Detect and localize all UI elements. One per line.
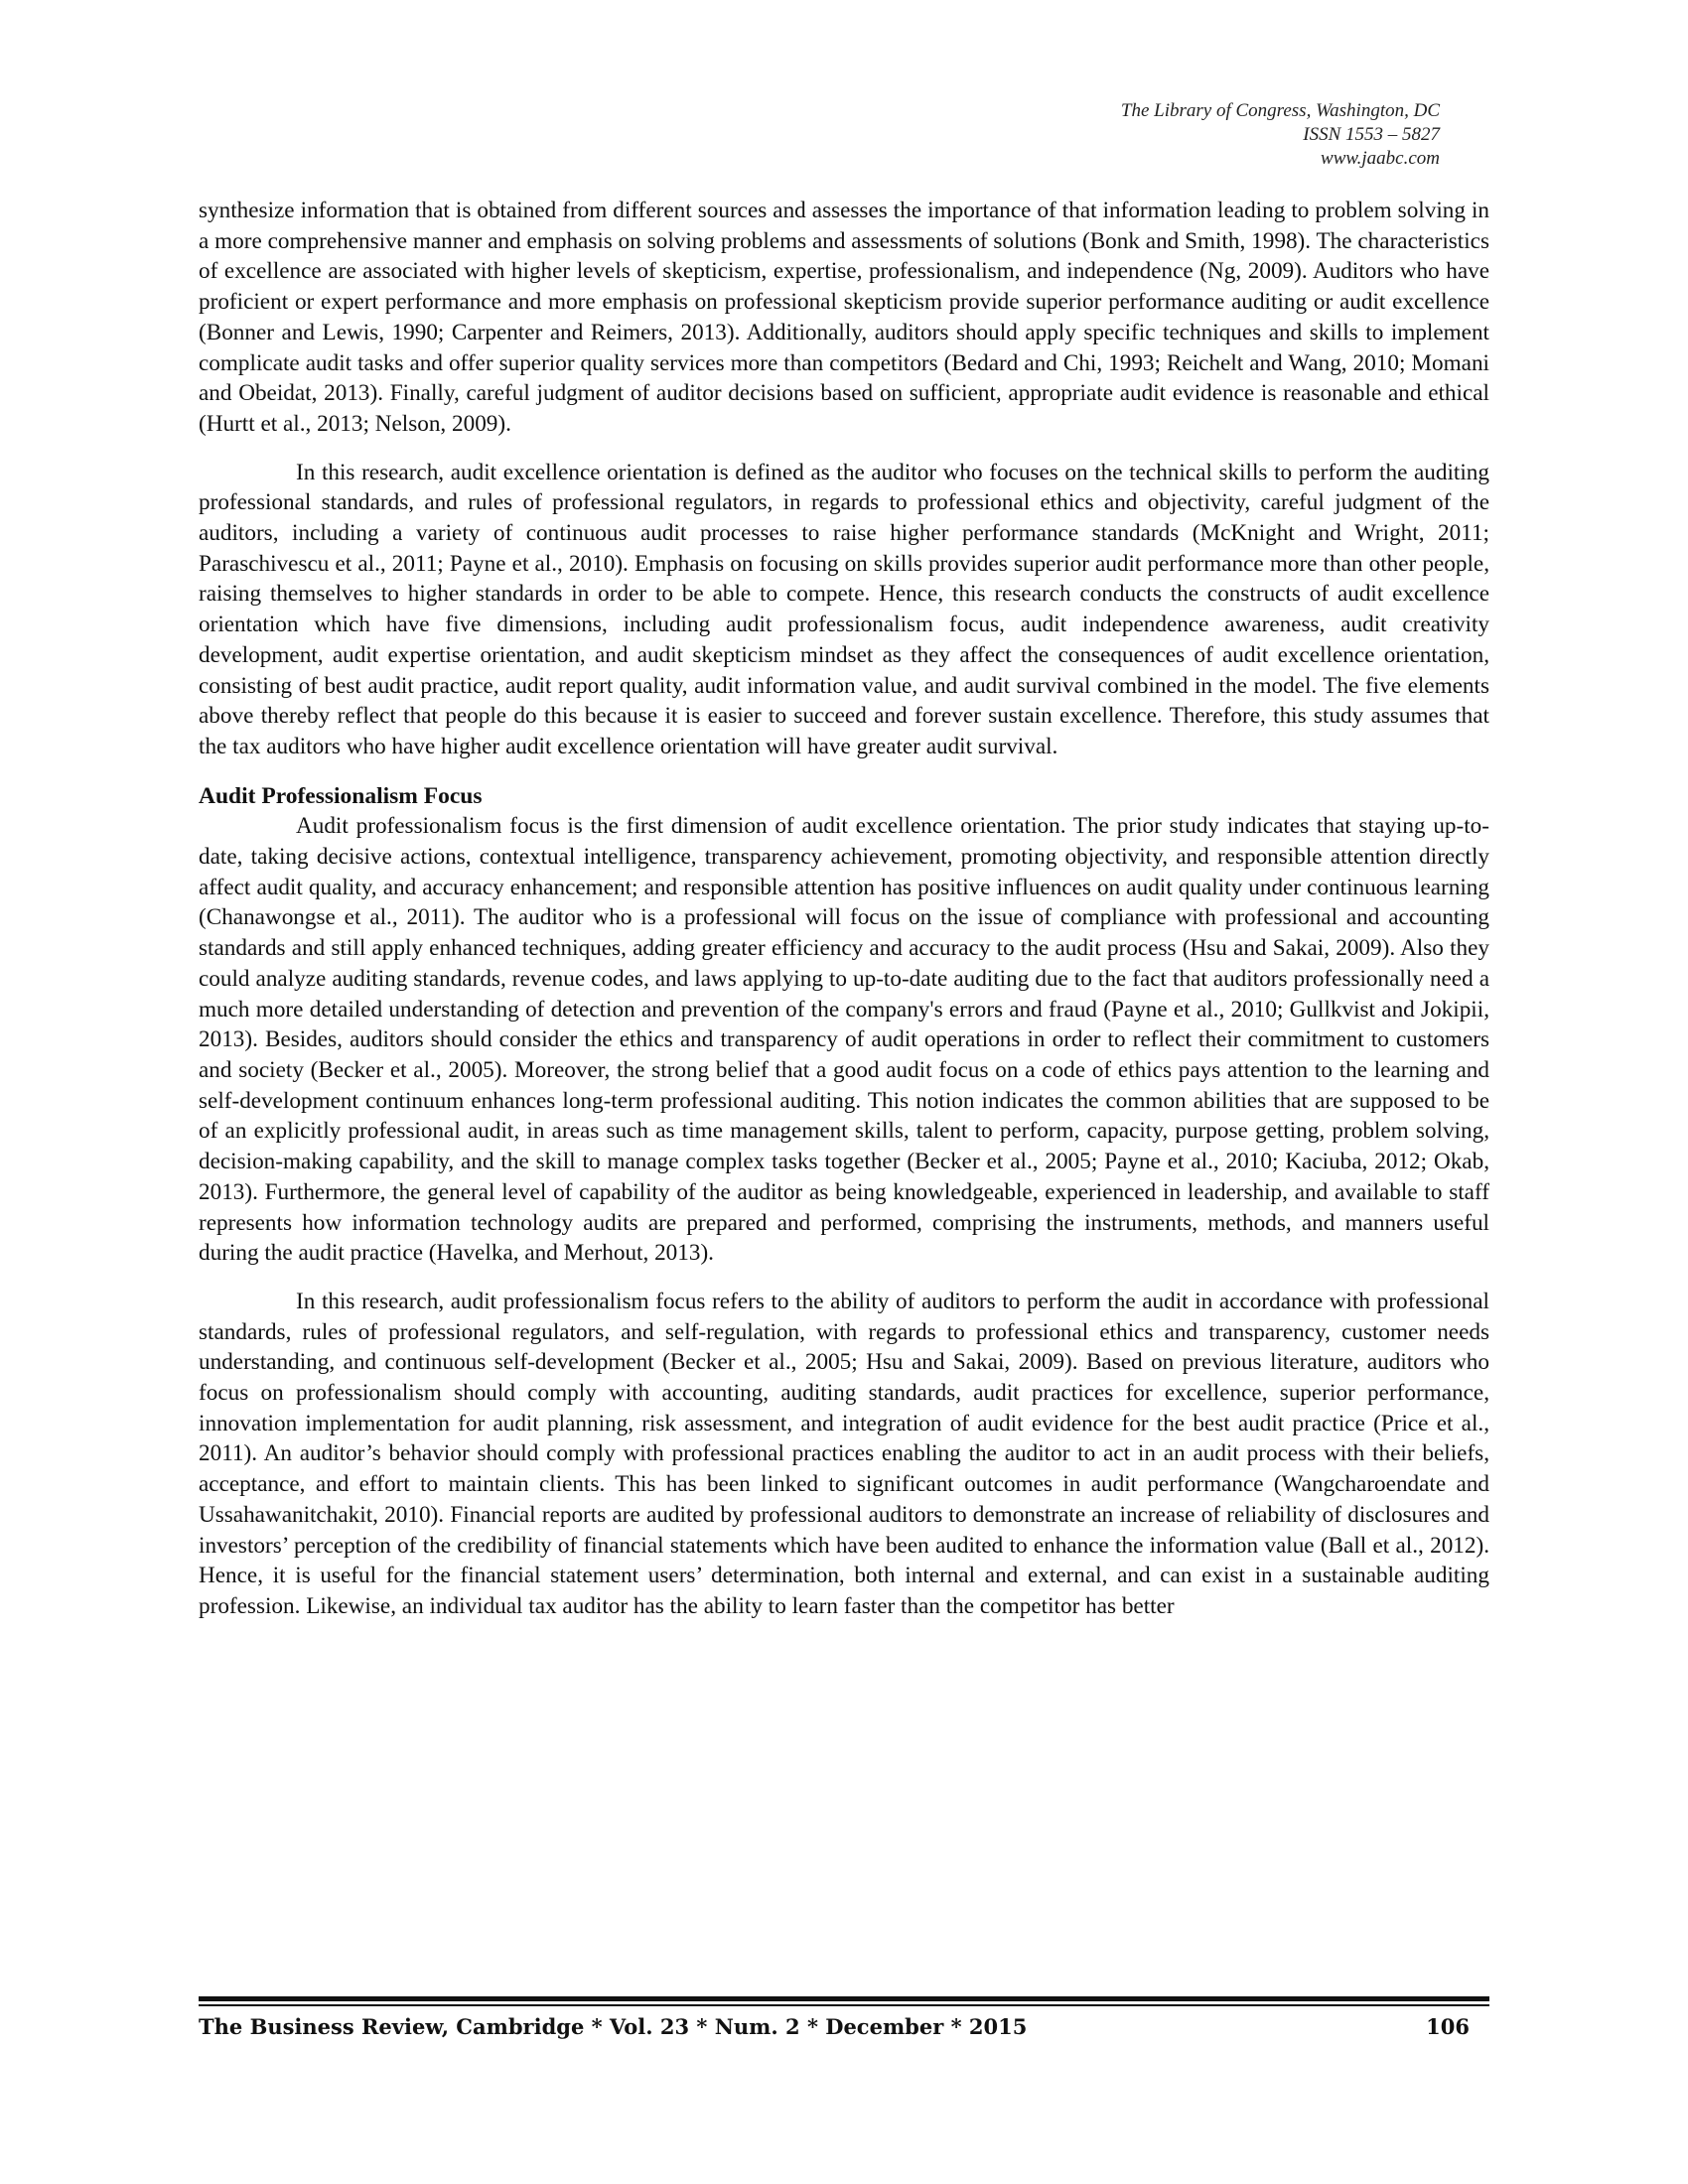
header-website: www.jaabc.com: [1321, 148, 1440, 169]
paragraph-4: In this research, audit professionalism focus refers to the ability of auditors to perform the audit in accordance with professional standards, rules of professional regulators, and self-regulation, with regards to professional ethics and transparency, customer needs understanding, and continuous self-development (Becker et al., 2005; Hsu and Sakai, 2009). Based on previous literature, auditors who focus on professionalism should comply with accounting, auditing standards, audit practices for excellence, superior performance, innovation implementation for audit planning, risk assessment, and integration of audit evidence for the best audit practice (Price et al., 2011). An auditor’s behavior should comply with professional practices enabling the auditor to act in an audit process with their beliefs, acceptance, and effort to maintain clients. This has been linked to significant outcomes in audit performance (Wangcharoendate and Ussahawanitchakit, 2010). Financial reports are audited by professional auditors to demonstrate an increase of reliability of disclosures and investors’ perception of the credibility of financial statements which have been audited to enhance the information value (Ball et al., 2012). Hence, it is useful for the financial statement users’ determination, both internal and external, and can exist in a sustainable auditing profession. Likewise, an individual tax auditor has the ability to learn faster than the competitor has better: [199, 1288, 1489, 1619]
paragraph-2: In this research, audit excellence orientation is defined as the auditor who focuses on the technical skills to perform the auditing professional standards, and rules of professional regulators, in regards to professional ethics and objectivity, careful judgment of the auditors, including a variety of continuous audit processes to raise higher performance standards (McKnight and Wright, 2011; Paraschivescu et al., 2011; Payne et al., 2010). Emphasis on focusing on skills provides superior audit performance more than other people, raising themselves to higher standards in order to be able to compete. Hence, this research conducts the constructs of audit excellence orientation which have five dimensions, including audit professionalism focus, audit independence awareness, audit creativity development, audit expertise orientation, and audit skepticism mindset as they affect the consequences of audit excellence orientation, consisting of best audit practice, audit report quality, audit information value, and audit survival combined in the model. The five elements above thereby reflect that people do this because it is easier to succeed and forever sustain excellence. Therefore, this study assumes that the tax auditors who have higher audit excellence orientation will have greater audit survival.: [199, 459, 1489, 759]
body-text: [199, 196, 1489, 1622]
footer-rule-thin: [199, 2004, 1489, 2006]
paragraph-3: Audit professionalism focus is the first dimension of audit excellence orientation. The prior study indicates that staying up-to-date, taking decisive actions, contextual intelligence, transparency achievement, promoting objectivity, and responsible attention directly affect audit quality, and accuracy enhancement; and responsible attention has positive influences on audit quality under continuous learning (Chanawongse et al., 2011). The auditor who is a professional will focus on the issue of compliance with professional and accounting standards and still apply enhanced techniques, adding greater efficiency and accuracy to the audit process (Hsu and Sakai, 2009). Also they could analyze auditing standards, revenue codes, and laws applying to up-to-date auditing due to the fact that auditors professionally need a much more detailed understanding of detection and prevention of the company's errors and fraud (Payne et al., 2010; Gullkvist and Jokipii, 2013). Besides, auditors should consider the ethics and transparency of audit operations in order to reflect their commitment to customers and society (Becker et al., 2005). Moreover, the strong belief that a good audit focus on a code of ethics pays attention to the learning and self-development continuum enhances long-term professional auditing. This notion indicates the common abilities that are supposed to be of an explicitly professional audit, in areas such as time management skills, talent to perform, capacity, purpose getting, problem solving, decision-making capability, and the skill to manage complex tasks together (Becker et al., 2005; Payne et al., 2010; Kaciuba, 2012; Okab, 2013). Furthermore, the general level of capability of the auditor as being knowledgeable, experienced in leadership, and available to staff represents how information technology audits are prepared and performed, comprising the instruments, methods, and manners useful during the audit practice (Havelka, and Merhout, 2013).: [199, 813, 1489, 1267]
footer-journal-citation: The Business Review, Cambridge * Vol. 23 * Num. 2 * December * 2015: [199, 2014, 1028, 2039]
header-issn: ISSN 1553 – 5827: [1303, 124, 1440, 145]
page-number: 106: [1426, 2014, 1470, 2039]
header-publisher: The Library of Congress, Washington, DC: [1120, 100, 1440, 121]
running-header: [1121, 99, 1440, 171]
footer-rule-thick: [199, 1996, 1489, 2001]
section-heading: Audit Professionalism Focus: [199, 782, 483, 809]
paragraph-1: synthesize information that is obtained from different sources and assesses the importance of that information leading to problem solving in a more comprehensive manner and emphasis on solving problems and assessments of solutions (Bonk and Smith, 1998). The characteristics of excellence are associated with higher levels of skepticism, expertise, professionalism, and independence (Ng, 2009). Auditors who have proficient or expert performance and more emphasis on professional skepticism provide superior performance auditing or audit excellence (Bonner and Lewis, 1990; Carpenter and Reimers, 2013). Additionally, auditors should apply specific techniques and skills to implement complicate audit tasks and offer superior quality services more than competitors (Bedard and Chi, 1993; Reichelt and Wang, 2010; Momani and Obeidat, 2013). Finally, careful judgment of auditor decisions based on sufficient, appropriate audit evidence is reasonable and ethical (Hurtt et al., 2013; Nelson, 2009).: [199, 198, 1489, 437]
